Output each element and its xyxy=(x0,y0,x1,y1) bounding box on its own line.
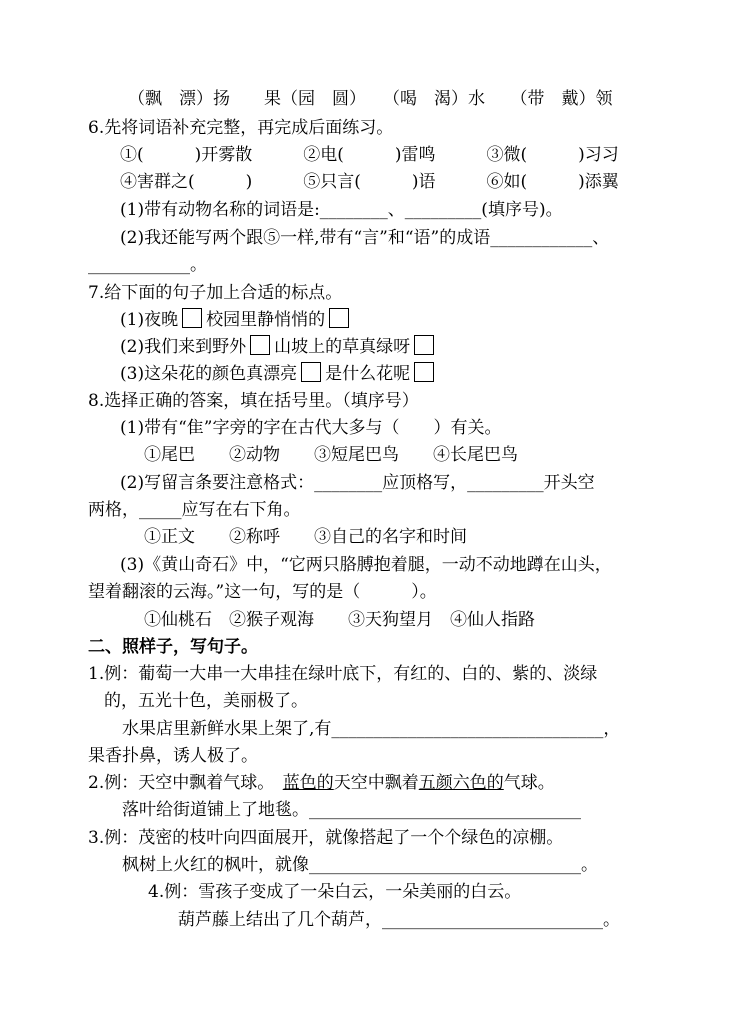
q8-s1-options: ①尾巴 ②动物 ③短尾巴鸟 ④长尾巴鸟 xyxy=(144,445,518,465)
q7-sentence-1: (1)夜晚 校园里静悄悄的 xyxy=(120,308,353,331)
punct-box[interactable] xyxy=(250,335,270,355)
q8-title: 8.选择正确的答案，填在括号里。（填序号） xyxy=(88,391,419,411)
punct-box[interactable] xyxy=(414,335,434,355)
q8-s3b: 望着翻滚的云海。”这一句，写的是（ ）。 xyxy=(88,582,437,602)
q8-s2a: (2)写留言条要注意格式：________应顶格写，_________开头空 xyxy=(120,473,595,493)
q6-title: 6.先将词语补充完整，再完成后面练习。 xyxy=(88,118,394,138)
ex1-line2: 的，五光十色，美丽极了。 xyxy=(104,691,308,711)
homophone-row: （飘 漂）扬 果（园 圆） （喝 渴）水 （带 戴）领 xyxy=(128,89,613,109)
q6-line2: ④害群之( ) ⑤只言( )语 ⑥如( )添翼 xyxy=(120,172,619,192)
q7-sentence-2: (2)我们来到野外 山坡上的草真绿呀 xyxy=(120,335,438,358)
q7-sentence-3: (3)这朵花的颜色真漂亮 是什么花呢 xyxy=(120,362,438,385)
ex2-line1: 2.例：天空中飘着气球。 蓝色的天空中飘着五颜六色的气球。 xyxy=(88,773,555,793)
punct-box[interactable] xyxy=(414,362,434,382)
q8-s1: (1)带有“隹”字旁的字在古代大多与（ ）有关。 xyxy=(120,418,502,438)
q8-s3-options: ①仙桃石 ②猴子观海 ③天狗望月 ④仙人指路 xyxy=(144,610,535,630)
ex4-line1: 4.例：雪孩子变成了一朵白云，一朵美丽的白云。 xyxy=(148,882,522,902)
punct-box[interactable] xyxy=(182,308,202,328)
q8-s2-options: ①正文 ②称呼 ③自己的名字和时间 xyxy=(144,527,467,547)
ex1-line1: 1.例：葡萄一大串一大串挂在绿叶底下，有红的、白的、紫的、淡绿 xyxy=(88,664,598,684)
ex1-line4: 果香扑鼻，诱人极了。 xyxy=(88,746,258,766)
q6-sub1: (1)带有动物名称的词语是:________、_________(填序号)。 xyxy=(120,200,563,220)
q6-sub2a: (2)我还能写两个跟⑤一样,带有“言”和“语”的成语____________、 xyxy=(120,228,610,248)
punct-box[interactable] xyxy=(301,362,321,382)
ex1-line3: 水果店里新鲜水果上架了,有________________________________， xyxy=(122,719,621,739)
q8-s2b: 两格，_____应写在右下角。 xyxy=(88,500,301,520)
ex2-line2: 落叶给街道铺上了地毯。________________________________ xyxy=(122,800,581,820)
q8-s3a: (3)《黄山奇石》中，“它两只胳膊抱着腿，一动不动地蹲在山头， xyxy=(120,555,612,575)
ex3-line2: 枫树上火红的枫叶，就像________________________________。 xyxy=(122,855,598,875)
punct-box[interactable] xyxy=(329,308,349,328)
ex3-line1: 3.例：茂密的枝叶向四面展开，就像搭起了一个个绿色的凉棚。 xyxy=(88,828,564,848)
ex4-line2: 葫芦藤上结出了几个葫芦，__________________________。 xyxy=(178,910,620,930)
q6-sub2b: ____________。 xyxy=(88,255,207,275)
q6-line1: ①( )开雾散 ②电( )雷鸣 ③微( )习习 xyxy=(120,145,619,165)
q7-title: 7.给下面的句子加上合适的标点。 xyxy=(88,283,343,303)
section2-heading: 二、照样子，写句子。 xyxy=(88,637,258,657)
